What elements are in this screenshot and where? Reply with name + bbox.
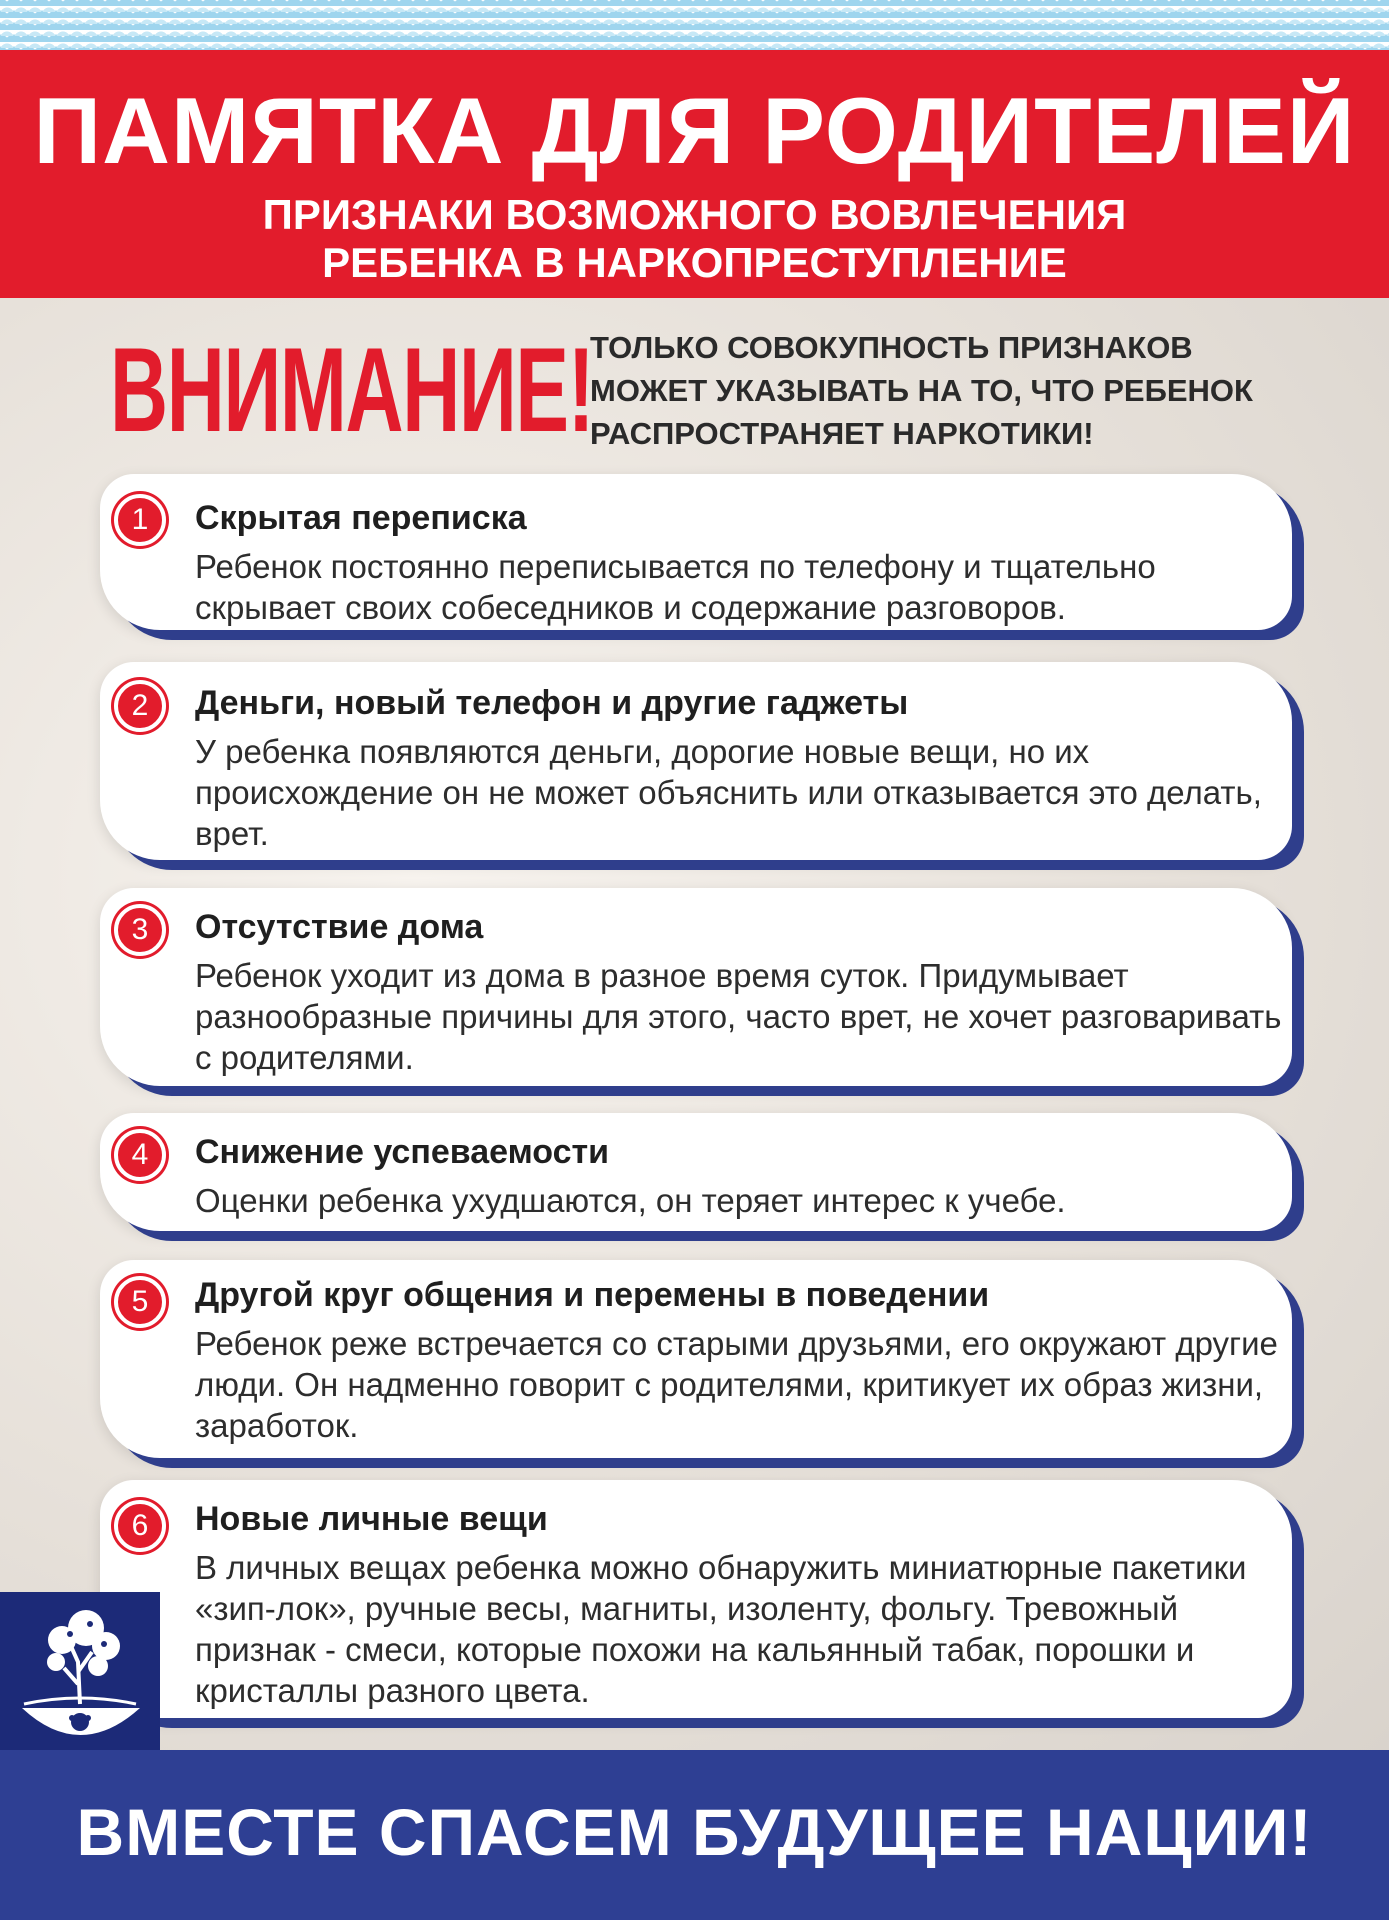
header-banner bbox=[0, 50, 1389, 298]
sign-description: Оценки ребенка ухудшаются, он теряет интерес к учебе. bbox=[195, 1182, 1066, 1219]
sign-number-badge: 4 bbox=[114, 1129, 166, 1181]
sign-description: Ребенок уходит из дома в разное время суток. Придумывает разнообразные причины для этого, часто врет, не хочет разговаривать с родителями. bbox=[195, 957, 1282, 1076]
sign-description: В личных вещах ребенка можно обнаружить миниатюрные пакетики «зип-лок», ручные весы, магниты, изоленту, фольгу. Тревожный признак - смеси, которые похожи на кальянный табак, порошки и кристаллы разного цвета. bbox=[195, 1549, 1247, 1709]
sign-title: Скрытая переписка bbox=[195, 499, 527, 537]
footer-slogan: ВМЕСТЕ СПАСЕМ БУДУЩЕЕ НАЦИИ! bbox=[76, 1795, 1313, 1869]
attention-heading: ВНИМАНИЕ! bbox=[110, 323, 594, 457]
sign-number-badge: 6 bbox=[114, 1500, 166, 1552]
tree-emblem-icon bbox=[0, 1592, 160, 1750]
sign-title: Деньги, новый телефон и другие гаджеты bbox=[195, 684, 909, 722]
sign-title: Новые личные вещи bbox=[195, 1500, 548, 1538]
page-title: ПАМЯТКА ДЛЯ РОДИТЕЛЕЙ bbox=[33, 78, 1356, 183]
sign-title: Отсутствие дома bbox=[195, 908, 484, 946]
sign-description: Ребенок реже встречается со старыми друзьями, его окружают другие люди. Он надменно говорит с родителями, критикует их образ жизни, заработок. bbox=[195, 1325, 1278, 1444]
sign-description: Ребенок постоянно переписывается по телефону и тщательно скрывает своих собеседников и содержание разговоров. bbox=[195, 548, 1156, 626]
decorative-wave-pattern bbox=[0, 0, 1389, 50]
subtitle-line-1: ПРИЗНАКИ ВОЗМОЖНОГО ВОВЛЕЧЕНИЯ bbox=[262, 191, 1127, 238]
sign-number-badge: 5 bbox=[114, 1276, 166, 1328]
sign-title: Другой круг общения и перемены в поведении bbox=[195, 1276, 990, 1314]
sign-title: Снижение успеваемости bbox=[195, 1133, 610, 1171]
footer-banner bbox=[0, 1750, 1389, 1920]
subtitle-line-2: РЕБЕНКА В НАРКОПРЕСТУПЛЕНИЕ bbox=[322, 239, 1067, 286]
attention-note-line-2: МОЖЕТ УКАЗЫВАТЬ НА ТО, ЧТО РЕБЕНОК bbox=[590, 373, 1253, 408]
sign-number-badge: 3 bbox=[114, 904, 166, 956]
emblem-logo bbox=[0, 1592, 160, 1750]
attention-note-line-1: ТОЛЬКО СОВОКУПНОСТЬ ПРИЗНАКОВ bbox=[590, 330, 1193, 365]
sign-description: У ребенка появляются деньги, дорогие новые вещи, но их происхождение он не может объяснить или отказывается это делать, врет. bbox=[195, 733, 1262, 852]
attention-note-line-3: РАСПРОСТРАНЯЕТ НАРКОТИКИ! bbox=[590, 416, 1094, 451]
sign-number-badge: 2 bbox=[114, 680, 166, 732]
attention-note bbox=[590, 326, 1290, 455]
sign-number-badge: 1 bbox=[114, 494, 166, 546]
